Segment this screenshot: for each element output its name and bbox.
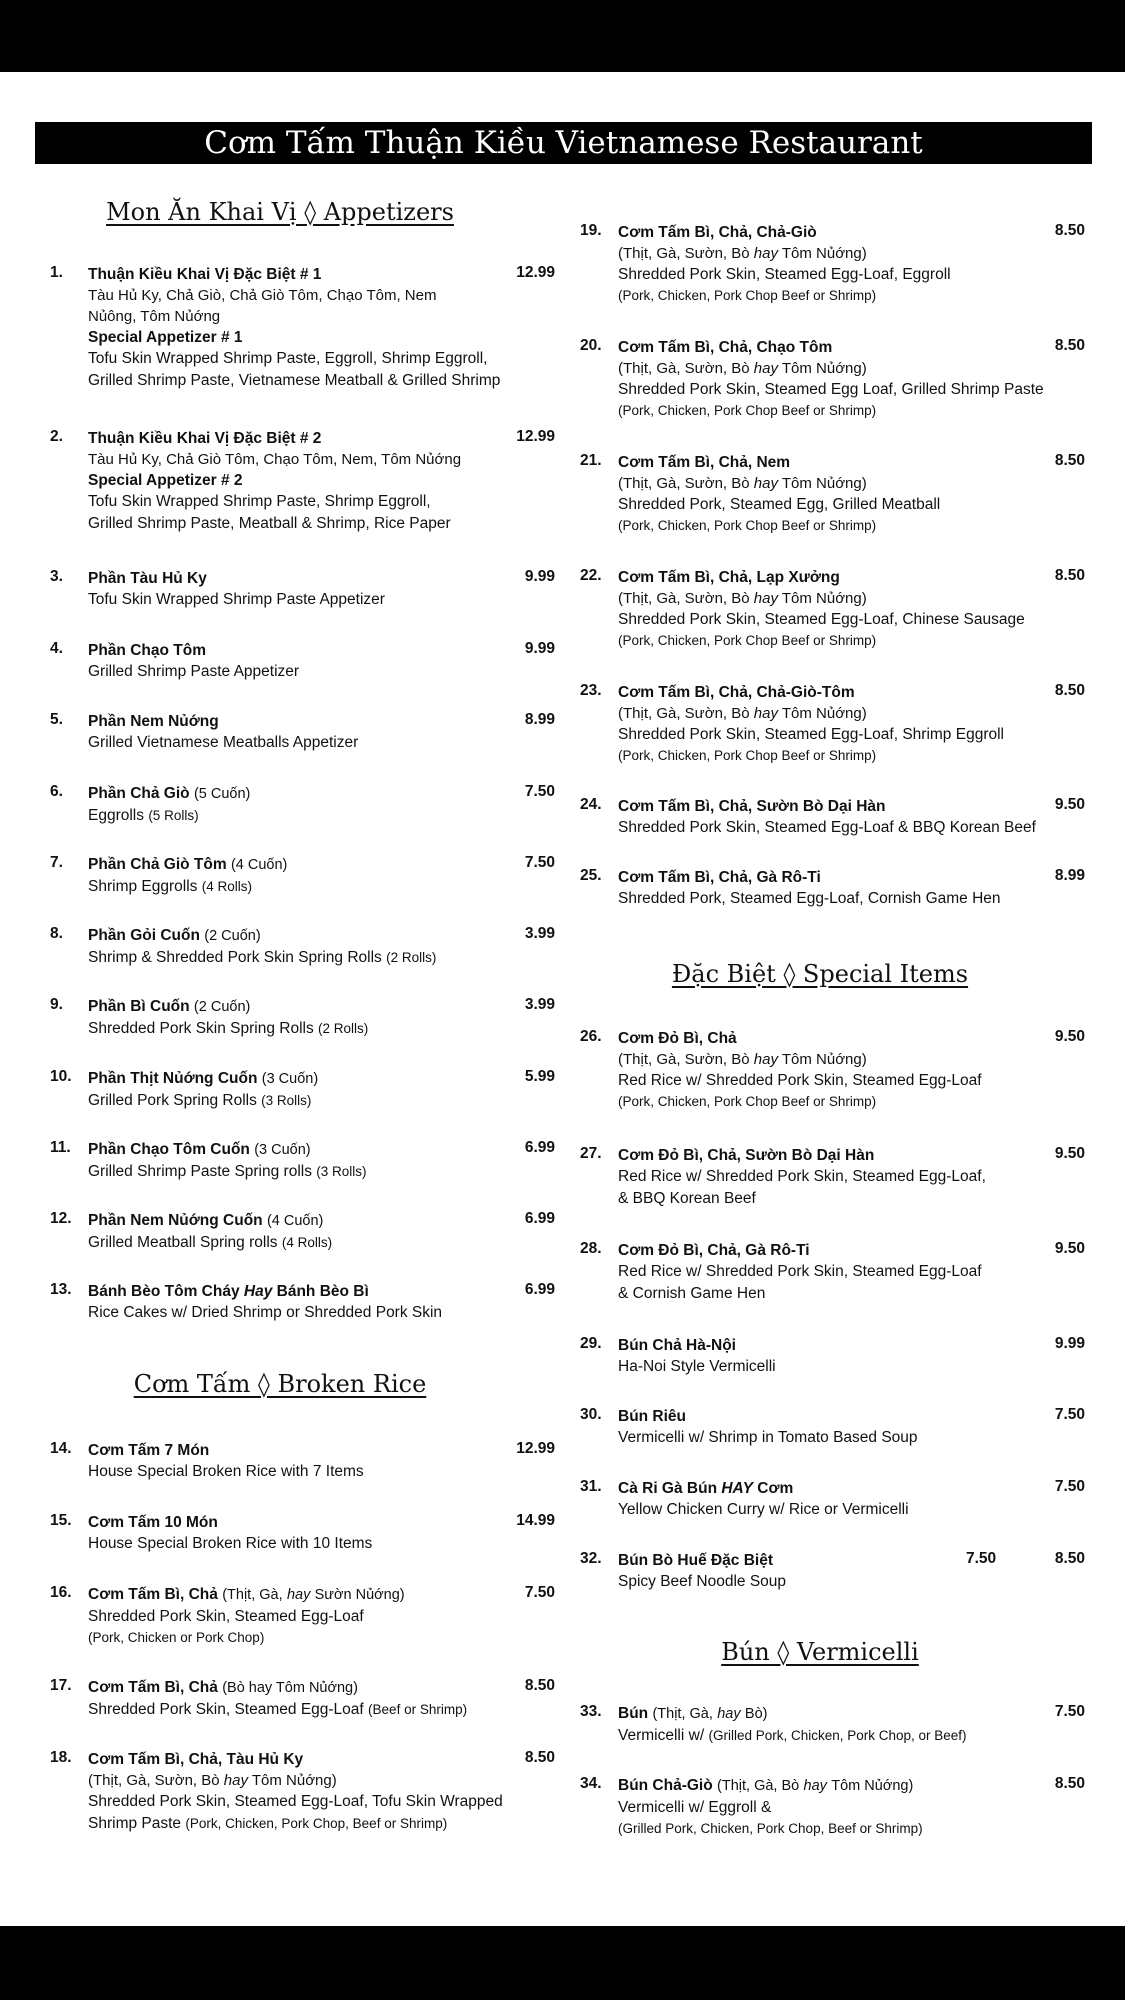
- item-options-end: Bò): [744, 1706, 768, 1722]
- item-price: 8.50: [1054, 452, 1085, 469]
- item-qty-en: (5 Rolls): [148, 808, 199, 823]
- item-name: Cơm Tấm Bì, Chả, Lạp Xưởng: [618, 569, 840, 586]
- item-viet-options: (Thịt, Gà, Sườn, Bò: [618, 1051, 750, 1068]
- item-desc: Spicy Beef Noodle Soup: [618, 1573, 787, 1590]
- item-desc: Grilled Vietnamese Meatballs Appetizer: [88, 734, 359, 751]
- item-number: 26.: [580, 1028, 602, 1045]
- item-name: Cơm Tấm Bì, Chả: [88, 1586, 218, 1603]
- item-qty-en: (4 Rolls): [281, 1235, 333, 1250]
- item-options-end: Sườn Nủớng): [314, 1587, 405, 1603]
- item-english-name: Special Appetizer # 2: [88, 472, 243, 489]
- item-number: 3.: [50, 568, 63, 585]
- item-desc: House Special Broken Rice with 10 Items: [88, 1535, 373, 1552]
- item-number: 27.: [580, 1145, 602, 1162]
- broken-rice-heading: Cơm Tấm ◊ Broken Rice: [133, 1370, 427, 1398]
- restaurant-title: Cơm Tấm Thuận Kiều Vietnamese Restaurant: [35, 122, 1092, 164]
- item-name: Bánh Bèo Tôm Cháy: [88, 1283, 240, 1300]
- item-number: 2.: [50, 428, 63, 445]
- item-desc: Shredded Pork Skin, Steamed Egg-Loaf, Shrimp Eggroll: [618, 726, 1004, 743]
- item-name: Phần Thịt Nủớng Cuốn: [88, 1070, 258, 1087]
- item-qty: (4 Cuốn): [266, 1213, 324, 1229]
- item-qty-en: (2 Rolls): [318, 1021, 369, 1036]
- item-desc: Tofu Skin Wrapped Shrimp Paste, Eggroll, Shrimp Eggroll,: [88, 350, 488, 367]
- item-price: 7.50: [1054, 1703, 1085, 1720]
- item-number: 4.: [50, 640, 63, 657]
- item-number: 8.: [50, 925, 63, 942]
- item-name: Cơm Tấm Bì, Chả, Chạo Tôm: [618, 339, 833, 356]
- item-desc: & Cornish Game Hen: [618, 1285, 766, 1302]
- item-desc: Eggrolls: [88, 807, 144, 824]
- item-name: Phần Bì Cuốn: [88, 998, 190, 1015]
- item-price: 6.99: [524, 1281, 555, 1298]
- item-desc: Vermicelli w/ Shrimp in Tomato Based Soup: [618, 1429, 918, 1446]
- item-price: 8.50: [524, 1677, 555, 1694]
- item-desc-options: (Pork, Chicken, Pork Chop Beef or Shrimp): [618, 633, 877, 648]
- item-price: 8.50: [1054, 1550, 1085, 1567]
- item-viet-options: (Thịt, Gà, Sườn, Bò: [618, 590, 750, 607]
- item-viet-options-end: Tôm Nủớng): [781, 360, 867, 377]
- item-name: Phần Nem Nủớng: [88, 713, 219, 730]
- bottom-black-bar: [0, 1926, 1125, 2000]
- item-number: 15.: [50, 1512, 72, 1529]
- item-number: 19.: [580, 222, 602, 239]
- item-desc: Shredded Pork Skin, Steamed Egg-Loaf: [88, 1701, 364, 1718]
- special-items-heading: Đặc Biệt ◊ Special Items: [671, 960, 969, 988]
- item-name: Bún: [618, 1705, 649, 1722]
- item-price: 8.99: [524, 711, 555, 728]
- item-name: Cơm Tấm Bì, Chả, Nem: [618, 454, 791, 471]
- item-desc: Tofu Skin Wrapped Shrimp Paste Appetizer: [88, 591, 385, 608]
- item-number: 28.: [580, 1240, 602, 1257]
- item-options-connector: hay: [803, 1778, 827, 1794]
- item-price: 12.99: [516, 428, 555, 445]
- item-options-connector: hay: [286, 1587, 311, 1603]
- item-desc: Shredded Pork Skin, Steamed Egg Loaf, Grilled Shrimp Paste: [618, 381, 1044, 398]
- item-desc: Ha-Noi Style Vermicelli: [618, 1358, 776, 1375]
- item-viet-options-end: Tôm Nủớng): [781, 245, 867, 262]
- item-name: Thuận Kiều Khai Vị Đặc Biệt # 1: [88, 266, 322, 283]
- item-name: Bún Riêu: [618, 1408, 687, 1425]
- item-name: Cơm Tấm Bì, Chả, Sườn Bò Dại Hàn: [618, 798, 886, 815]
- appetizers-heading: Mon Ăn Khai Vị ◊ Appetizers: [106, 198, 454, 226]
- item-name: Thuận Kiều Khai Vị Đặc Biệt # 2: [88, 430, 322, 447]
- top-black-bar: [0, 0, 1125, 72]
- item-price: 8.50: [1054, 567, 1085, 584]
- item-viet-options: (Thịt, Gà, Sườn, Bò: [88, 1772, 220, 1789]
- item-name: Cơm Tấm Bì, Chả, Gà Rô-Ti: [618, 869, 821, 886]
- item-qty: (5 Cuốn): [193, 786, 251, 802]
- item-number: 17.: [50, 1677, 72, 1694]
- item-price: 12.99: [516, 264, 555, 281]
- item-desc-options: (Grilled Pork, Chicken, Pork Chop, or Beef): [708, 1728, 967, 1743]
- item-viet-options-end: Tôm Nủớng): [781, 1051, 867, 1068]
- item-name: Cơm Tấm Bì, Chả, Tàu Hủ Ky: [88, 1751, 304, 1768]
- item-desc: Tofu Skin Wrapped Shrimp Paste, Shrimp Eggroll,: [88, 493, 431, 510]
- item-viet-options: (Thịt, Gà, Sườn, Bò: [618, 245, 750, 262]
- item-viet-desc: Tàu Hủ Ky, Chả Giò, Chả Giò Tôm, Chạo Tôm, Nem: [88, 287, 437, 304]
- item-name: Bún Chả Hà-Nội: [618, 1337, 736, 1354]
- item-name-alt: Bánh Bèo Bì: [276, 1283, 369, 1300]
- item-number: 14.: [50, 1440, 72, 1457]
- item-name: Phần Gỏi Cuốn: [88, 927, 200, 944]
- item-desc: Shrimp & Shredded Pork Skin Spring Rolls: [88, 949, 382, 966]
- item-desc: Rice Cakes w/ Dried Shrimp or Shredded Pork Skin: [88, 1304, 443, 1321]
- item-viet-connector: hay: [753, 245, 778, 262]
- item-desc: House Special Broken Rice with 7 Items: [88, 1463, 364, 1480]
- item-name: Phần Chả Giò Tôm: [88, 856, 227, 873]
- item-viet-desc: Tàu Hủ Ky, Chả Giò Tôm, Chạo Tôm, Nem, Tôm Nủớng: [88, 451, 462, 468]
- item-number: 22.: [580, 567, 602, 584]
- item-price: 9.99: [524, 568, 555, 585]
- item-number: 21.: [580, 452, 602, 469]
- item-qty: (4 Cuốn): [230, 857, 288, 873]
- item-price: 8.50: [524, 1749, 555, 1766]
- item-desc: Shredded Pork Skin, Steamed Egg-Loaf, Tofu Skin Wrapped: [88, 1793, 503, 1810]
- item-number: 1.: [50, 264, 63, 281]
- item-viet-connector: hay: [753, 1051, 778, 1068]
- item-desc-options: (Pork, Chicken, Pork Chop Beef or Shrimp): [618, 288, 877, 303]
- item-number: 23.: [580, 682, 602, 699]
- item-price: 7.50: [524, 854, 555, 871]
- item-number: 24.: [580, 796, 602, 813]
- item-name: Bún Bò Huế Đặc Biệt: [618, 1552, 774, 1569]
- item-number: 34.: [580, 1775, 602, 1792]
- item-number: 33.: [580, 1703, 602, 1720]
- item-desc: Grilled Meatball Spring rolls: [88, 1234, 278, 1251]
- item-viet-connector: hay: [753, 360, 778, 377]
- item-number: 5.: [50, 711, 63, 728]
- item-price: 8.50: [1054, 682, 1085, 699]
- item-desc: Grilled Shrimp Paste Appetizer: [88, 663, 300, 680]
- item-viet-options-end: Tôm Nủớng): [781, 705, 867, 722]
- item-name: Phần Chạo Tôm Cuốn: [88, 1141, 250, 1158]
- item-price: 14.99: [516, 1512, 555, 1529]
- item-desc: Yellow Chicken Curry w/ Rice or Vermicelli: [618, 1501, 909, 1518]
- item-viet-connector: hay: [753, 590, 778, 607]
- item-options: (Bò hay Tôm Nủớng): [222, 1680, 358, 1696]
- item-options-connector: hay: [717, 1706, 741, 1722]
- item-desc-options: (Beef or Shrimp): [368, 1702, 468, 1717]
- item-viet-connector: hay: [753, 475, 778, 492]
- item-number: 29.: [580, 1335, 602, 1352]
- item-english-name: Special Appetizer # 1: [88, 329, 243, 346]
- item-viet-connector: hay: [753, 705, 778, 722]
- item-price: 9.50: [1054, 1028, 1085, 1045]
- item-name: Cà Ri Gà Bún: [618, 1480, 718, 1497]
- item-viet-options-end: Tôm Nủớng): [251, 1772, 337, 1789]
- vermicelli-heading: Bún ◊ Vermicelli: [721, 1638, 919, 1666]
- item-name-connector: HAY: [721, 1480, 753, 1497]
- item-desc-options: (Pork, Chicken, Pork Chop, Beef or Shrimp): [185, 1816, 448, 1831]
- item-price: 8.50: [1054, 337, 1085, 354]
- item-viet-options-end: Tôm Nủớng): [781, 475, 867, 492]
- item-price: 8.50: [1054, 1775, 1085, 1792]
- item-name: Cơm Tấm Bì, Chả, Chả-Giò: [618, 224, 817, 241]
- item-price: 7.50: [1054, 1406, 1085, 1423]
- item-name: Cơm Tấm Bì, Chả: [88, 1679, 218, 1696]
- item-number: 9.: [50, 996, 63, 1013]
- item-viet-options: (Thịt, Gà, Sườn, Bò: [618, 475, 750, 492]
- item-desc: Shredded Pork Skin, Steamed Egg-Loaf & BBQ Korean Beef: [618, 819, 1036, 836]
- item-desc: Grilled Shrimp Paste, Meatball & Shrimp, Rice Paper: [88, 515, 451, 532]
- item-qty: (3 Cuốn): [261, 1071, 319, 1087]
- item-desc-options: (Pork, Chicken, Pork Chop Beef or Shrimp): [618, 403, 877, 418]
- item-qty: (2 Cuốn): [193, 999, 251, 1015]
- item-price-small: 7.50: [966, 1550, 997, 1567]
- item-number: 25.: [580, 867, 602, 884]
- item-name: Phần Tàu Hủ Ky: [88, 570, 207, 587]
- item-desc: Shrimp Eggrolls: [88, 878, 198, 895]
- item-desc-options: (Pork, Chicken, Pork Chop Beef or Shrimp): [618, 518, 877, 533]
- item-name: Cơm Tấm Bì, Chả, Chả-Giò-Tôm: [618, 684, 855, 701]
- item-name: Cơm Đỏ Bì, Chả, Gà Rô-Ti: [618, 1242, 810, 1259]
- item-number: 18.: [50, 1749, 72, 1766]
- item-price: 7.50: [524, 783, 555, 800]
- item-desc: Vermicelli w/ Eggroll &: [618, 1799, 772, 1816]
- item-desc: Shredded Pork Skin, Steamed Egg-Loaf: [88, 1608, 364, 1625]
- item-qty: (3 Cuốn): [254, 1142, 311, 1158]
- item-desc: Grilled Shrimp Paste Spring rolls: [88, 1163, 312, 1180]
- item-desc: Shredded Pork, Steamed Egg-Loaf, Cornish Game Hen: [618, 890, 1001, 907]
- item-viet-desc: Nủông, Tôm Nủớng: [88, 308, 221, 325]
- item-qty-en: (3 Rolls): [316, 1164, 367, 1179]
- item-desc-options: (Pork, Chicken, Pork Chop Beef or Shrimp): [618, 748, 877, 763]
- item-desc: Shrimp Paste: [88, 1815, 182, 1832]
- item-price: 5.99: [524, 1068, 555, 1085]
- item-viet-connector: hay: [223, 1772, 248, 1789]
- item-name: Cơm Đỏ Bì, Chả: [618, 1030, 737, 1047]
- item-desc: Shredded Pork, Steamed Egg, Grilled Meatball: [618, 496, 941, 513]
- item-viet-options: (Thịt, Gà, Sườn, Bò: [618, 360, 750, 377]
- item-desc: Vermicelli w/: [618, 1727, 705, 1744]
- item-desc-options: (Grilled Pork, Chicken, Pork Chop, Beef or Shrimp): [618, 1821, 923, 1836]
- item-price: 6.99: [524, 1210, 555, 1227]
- item-number: 16.: [50, 1584, 72, 1601]
- item-price: 3.99: [524, 925, 555, 942]
- item-viet-options: (Thịt, Gà, Sườn, Bò: [618, 705, 750, 722]
- item-number: 6.: [50, 783, 63, 800]
- item-name: Phần Chả Giò: [88, 785, 190, 802]
- item-name-connector: Hay: [243, 1283, 273, 1300]
- item-desc: Red Rice w/ Shredded Pork Skin, Steamed Egg-Loaf,: [618, 1168, 986, 1185]
- item-number: 31.: [580, 1478, 602, 1495]
- item-name: Cơm Tấm 7 Món: [88, 1442, 210, 1459]
- item-number: 7.: [50, 854, 63, 871]
- item-price: 9.50: [1054, 1145, 1085, 1162]
- item-desc: Shredded Pork Skin, Steamed Egg-Loaf, Eggroll: [618, 266, 951, 283]
- item-name: Phần Chạo Tôm: [88, 642, 206, 659]
- item-number: 20.: [580, 337, 602, 354]
- item-desc: & BBQ Korean Beef: [618, 1190, 756, 1207]
- item-qty: (2 Cuốn): [204, 928, 261, 944]
- item-qty-en: (2 Rolls): [386, 950, 437, 965]
- item-desc-options: (Pork, Chicken, Pork Chop Beef or Shrimp): [618, 1094, 877, 1109]
- item-price: 9.99: [524, 640, 555, 657]
- item-number: 11.: [50, 1139, 71, 1156]
- item-price: 7.50: [524, 1584, 555, 1601]
- item-price: 3.99: [524, 996, 555, 1013]
- item-qty-en: (4 Rolls): [201, 879, 252, 894]
- item-price: 9.50: [1054, 1240, 1085, 1257]
- item-desc: Red Rice w/ Shredded Pork Skin, Steamed Egg-Loaf: [618, 1263, 982, 1280]
- item-price: 8.99: [1054, 867, 1085, 884]
- item-number: 32.: [580, 1550, 602, 1567]
- item-desc: Shredded Pork Skin Spring Rolls: [88, 1020, 314, 1037]
- item-qty-en: (3 Rolls): [261, 1093, 312, 1108]
- item-desc: Shredded Pork Skin, Steamed Egg-Loaf, Chinese Sausage: [618, 611, 1025, 628]
- item-options: (Thịt, Gà,: [652, 1706, 713, 1722]
- item-desc: Grilled Pork Spring Rolls: [88, 1092, 257, 1109]
- item-price: 6.99: [524, 1139, 555, 1156]
- item-name-alt: Cơm: [757, 1480, 794, 1497]
- item-options: (Thịt, Gà,: [222, 1587, 283, 1603]
- item-name: Cơm Đỏ Bì, Chả, Sườn Bò Dại Hàn: [618, 1147, 875, 1164]
- item-number: 30.: [580, 1406, 602, 1423]
- item-name: Bún Chả-Giò: [618, 1777, 713, 1794]
- item-name: Phần Nem Nủớng Cuốn: [88, 1212, 263, 1229]
- item-options-end: Tôm Nủớng): [831, 1778, 914, 1794]
- item-price: 7.50: [1054, 1478, 1085, 1495]
- item-desc: Grilled Shrimp Paste, Vietnamese Meatball & Grilled Shrimp: [88, 372, 501, 389]
- item-price: 12.99: [516, 1440, 555, 1457]
- item-price: 9.99: [1054, 1335, 1085, 1352]
- item-options: (Thịt, Gà, Bò: [717, 1778, 800, 1794]
- item-viet-options-end: Tôm Nủớng): [781, 590, 867, 607]
- item-number: 12.: [50, 1210, 72, 1227]
- item-price: 9.50: [1054, 796, 1085, 813]
- item-name: Cơm Tấm 10 Món: [88, 1514, 218, 1531]
- item-desc: Red Rice w/ Shredded Pork Skin, Steamed Egg-Loaf: [618, 1072, 982, 1089]
- item-number: 10.: [50, 1068, 72, 1085]
- item-desc-options: (Pork, Chicken or Pork Chop): [88, 1630, 265, 1645]
- item-number: 13.: [50, 1281, 72, 1298]
- item-price: 8.50: [1054, 222, 1085, 239]
